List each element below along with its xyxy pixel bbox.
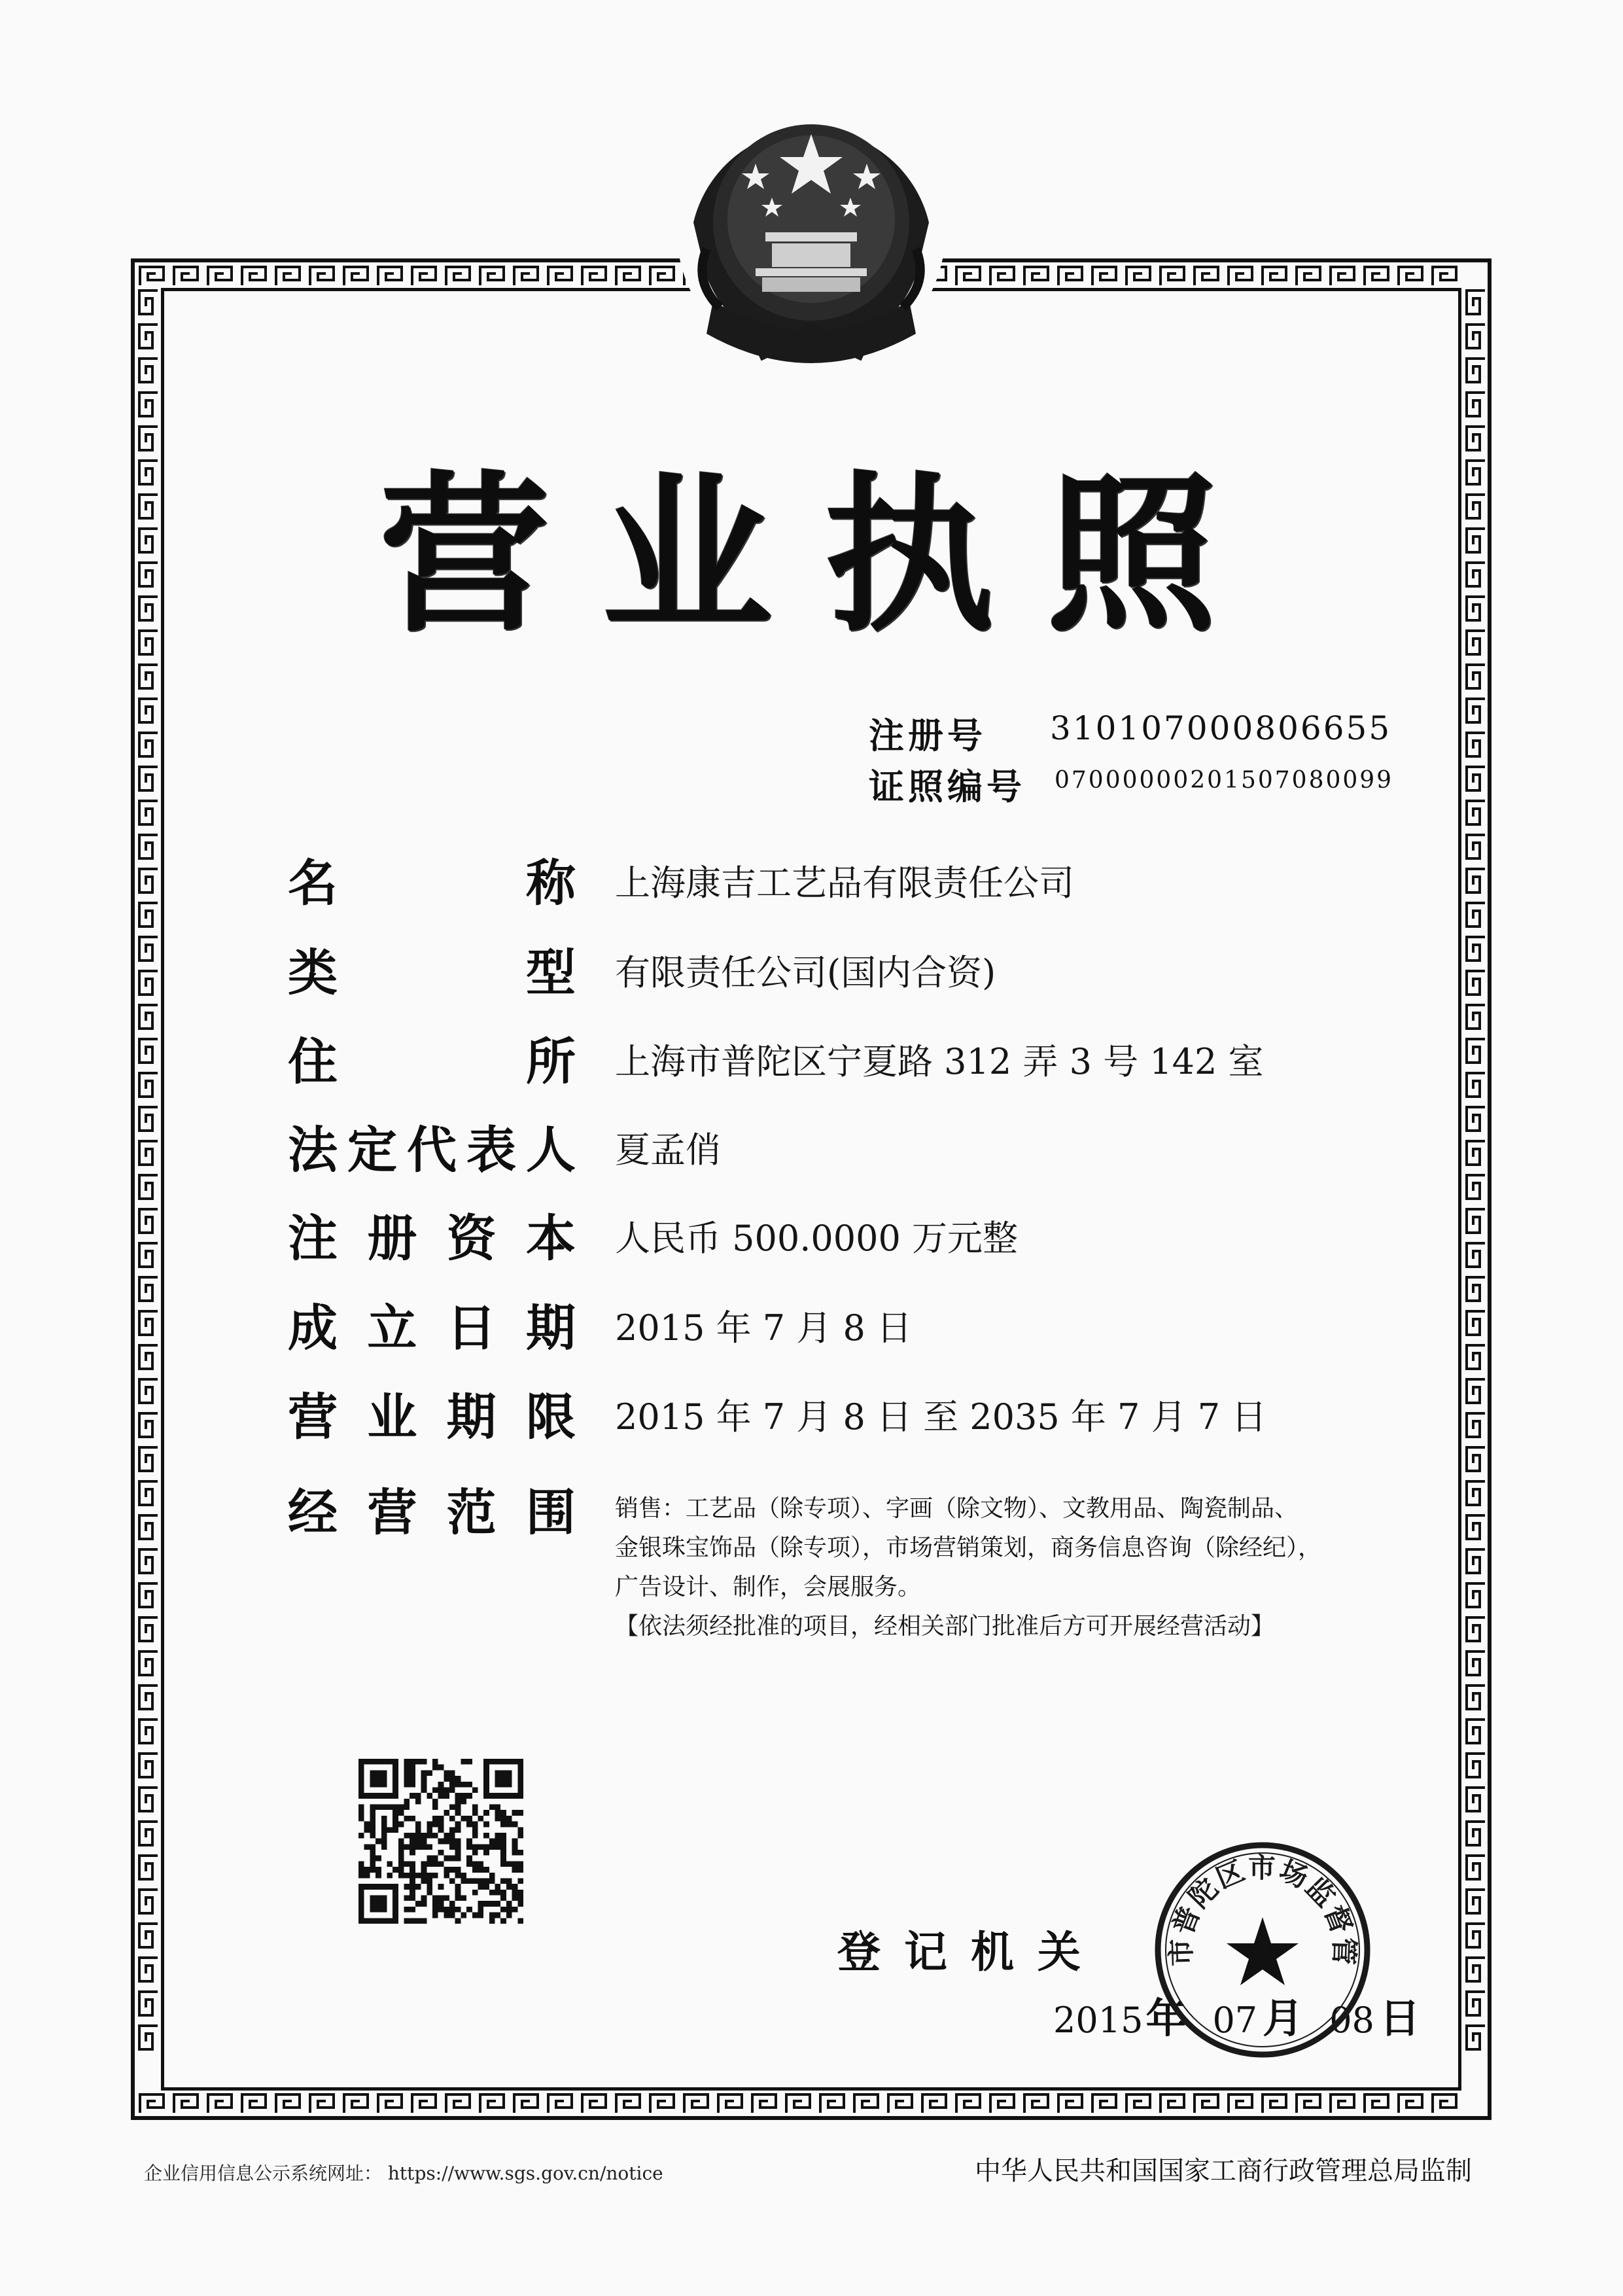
- field-label-type: 类 型: [288, 944, 576, 1002]
- field-label-address: 住 所: [288, 1033, 576, 1091]
- field-label-legal-rep: 法 定 代 表 人: [288, 1121, 576, 1179]
- field-value-legal-rep: 夏孟俏: [615, 1129, 721, 1171]
- business-scope-label: 经 营 范 围: [288, 1483, 576, 1542]
- field-value-name: 上海康吉工艺品有限责任公司: [615, 862, 1074, 904]
- certificate-number-value: 07000000201507080099: [1055, 767, 1394, 794]
- supervision-note: 中华人民共和国国家工商行政管理总局监制: [975, 2156, 1472, 2186]
- official-seal-icon: [1151, 1839, 1374, 2061]
- qr-code[interactable]: [358, 1759, 523, 1924]
- issue-year: 2015: [1053, 2000, 1143, 2041]
- registration-number-value: 310107000806655: [1050, 709, 1392, 747]
- field-value-type: 有限责任公司(国内合资): [615, 952, 996, 993]
- certificate-number-label: 证照编号: [869, 766, 1026, 807]
- field-label-established: 成 立 日 期: [288, 1299, 576, 1357]
- credit-info-url: 企业信用信息公示系统网址： https://www.sgs.gov.cn/notice: [144, 2163, 663, 2184]
- fret-border-right: [1463, 288, 1489, 2057]
- issue-day-unit: 日: [1379, 1994, 1420, 2042]
- field-label-name: 名 称: [288, 854, 576, 912]
- issue-month: 07: [1212, 2000, 1258, 2041]
- fret-border-bottom: [137, 2091, 1464, 2117]
- field-value-capital: 人民币 500.0000 万元整: [615, 1218, 1018, 1259]
- issue-year-unit: 年: [1145, 1994, 1187, 2042]
- fret-border-left: [135, 288, 162, 2057]
- field-value-established: 2015 年 7 月 8 日: [615, 1307, 912, 1349]
- registration-authority-label: 登记机关: [837, 1927, 1104, 1977]
- field-label-capital: 注 册 资 本: [288, 1209, 576, 1267]
- document-title: 营业执照: [379, 457, 1269, 655]
- scope-line: 广告设计、制作，会展服务。: [615, 1574, 922, 1600]
- scope-line: 【依法须经批准的项目，经相关部门批准后方可开展经营活动】: [615, 1613, 1275, 1640]
- field-label-term: 营 业 期 限: [288, 1388, 576, 1446]
- issue-day: 08: [1329, 2000, 1374, 2041]
- registration-number-label: 注册号: [869, 715, 986, 756]
- field-value-term: 2015 年 7 月 8 日 至 2035 年 7 月 7 日: [615, 1396, 1267, 1438]
- field-value-address: 上海市普陀区宁夏路 312 弄 3 号 142 室: [615, 1041, 1264, 1082]
- seal-text: 市普陀区市场监督管: [1164, 1852, 1361, 1967]
- scope-line: 销售：工艺品（除专项）、字画（除文物）、文教用品、陶瓷制品、: [615, 1495, 1299, 1522]
- scope-line: 金银珠宝饰品（除专项），市场营销策划，商务信息咨询（除经纪），: [615, 1534, 1322, 1561]
- issue-month-unit: 月: [1263, 1994, 1304, 2042]
- national-emblem-icon: [667, 85, 955, 386]
